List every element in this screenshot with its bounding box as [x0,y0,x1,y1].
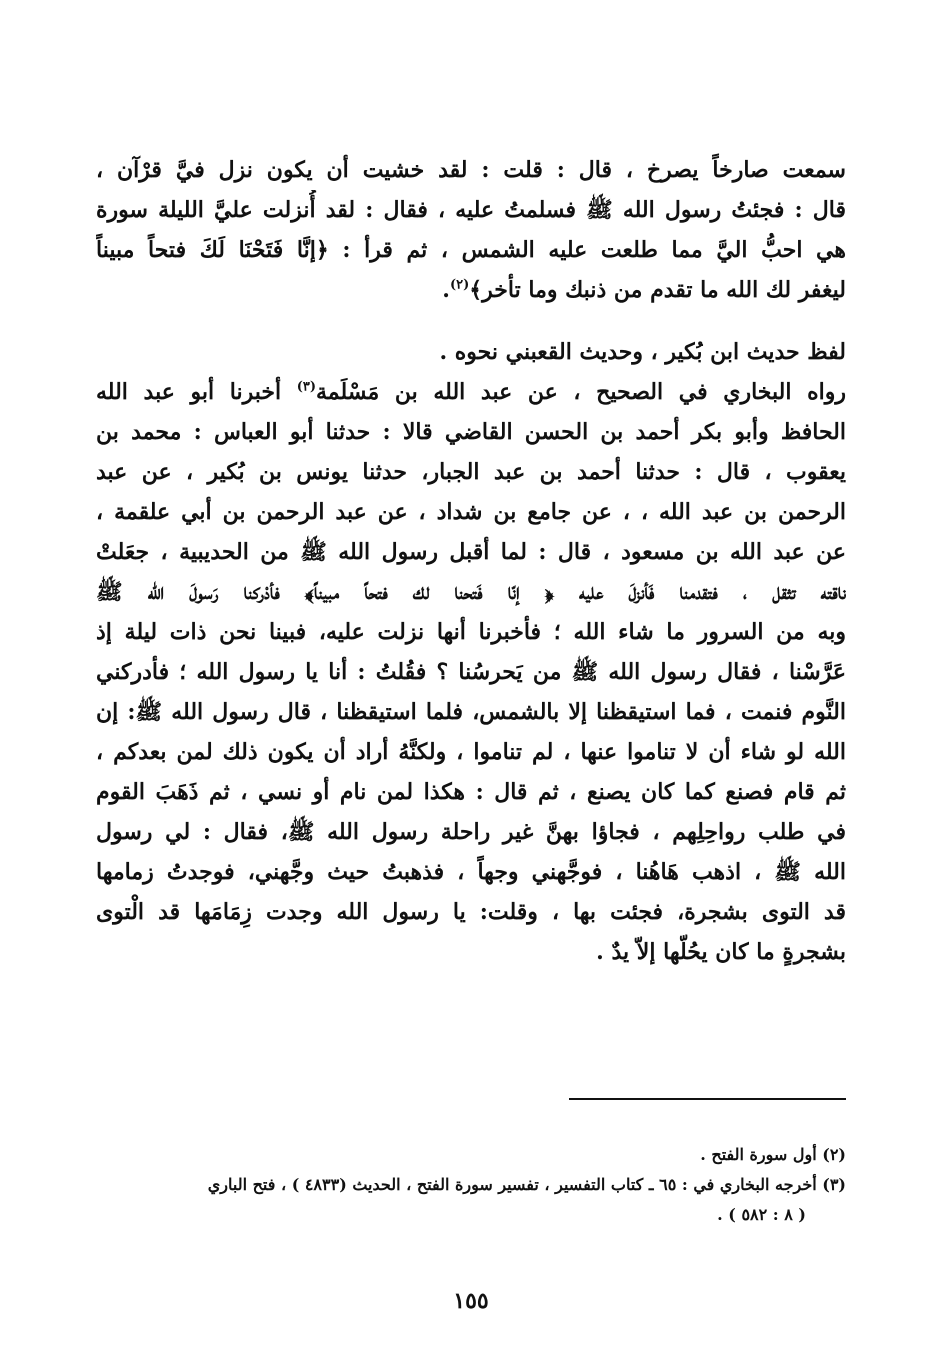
paragraph-3 [96,372,846,972]
text-line: النَّوم فنمت ، فما استيقظنا إلا بالشمس، فلما استيقظنا ، قال رسول الله ﷺ: إن [96,699,846,725]
text-line: قال : فجئتُ رسول الله ﷺ فسلمتُ عليه ، فقال : لقد أُنزلت عليَّ الليلة سورة [96,197,846,223]
text-segment: ليغفر لك الله ما تقدم من ذنبك وما تأخر﴾ [469,277,846,303]
text-line: الله لو شاء أن لا تناموا عنها ، لم تناموا ، ولكنَّهُ أراد أن يكون ذلك لمن بعدكم ، [96,739,846,765]
paragraph-1 [96,150,846,310]
text-line: عَرَّسْنا ، فقال رسول الله ﷺ من يَحرسُنا ؟ فقُلتُ : أنا يا رسول الله ؛ فأدركني [96,659,846,685]
text-line: هي احبُّ اليَّ مما طلعت عليه الشمس ، ثم قرأ : ﴿إنَّا فَتَحْنَا لَكَ فتحاً مبيناً [96,237,846,263]
footnote-ref: (٣) [296,379,317,395]
text-line [96,372,846,412]
text-segment: أخبرنا أبو عبد الله [96,379,297,405]
text-line: سمعت صارخاً يصرخ ، قال : قلت : لقد خشيت أن يكون نزل فيَّ قرْآن ، [96,157,846,183]
footnote-3-continuation: ( ٨ : ٥٨٢ ) . [717,1205,806,1224]
text-line: الحافظ وأبو بكر أحمد بن الحسن القاضي قالا : حدثنا أبو العباس : محمد بن [96,419,846,445]
text-segment: رواه البخاري في الصحيح ، عن عبد الله بن مَسْلَمة [316,379,846,405]
text-segment: . [442,277,450,303]
text-line: وبه من السرور ما شاء الله ؛ فأخبرنا أنها نزلت عليه، فبينا نحن ذات ليلة إذ [96,619,846,645]
footnote-2: (٢) أول سورة الفتح . [700,1145,846,1164]
text-line: عن عبد الله بن مسعود ، قال : لما أقبل رسول الله ﷺ من الحديبية ، جعَلتْ [96,539,846,565]
footnotes [96,1140,846,1230]
text-line: بشجرةٍ ما كان يحُلّها إلاّ يدٌ . [596,939,846,965]
text-line: ثم قام فصنع كما كان يصنع ، ثم قال : هكذا لمن نام أو نسي ، ثم ذَهَبَ القوم [96,779,846,805]
page-number: ١٥٥ [453,1288,489,1314]
main-text [96,150,846,972]
paragraph-gap [96,310,846,332]
footnote-ref: (٢) [449,277,470,293]
text-line: يعقوب ، قال : حدثنا أحمد بن عبد الجبار، حدثنا يونس بن بُكير ، عن عبد [96,459,846,485]
text-line: في طلب رواحِلِهم ، فجاؤا بهنَّ غير راحلة رسول الله ﷺ، فقال : لي رسول [96,819,846,845]
text-line: لفظ حديث ابن بُكير ، وحديث القعبني نحوه . [439,339,846,365]
text-line: ناقته تثقل ، فتقدمنا فَأنزلَ عليه ﴿ إنّا فَتحنا لك فتحاً مبيناً﴾ فأدْركنا رَسولَ الله ﷺ [96,579,846,605]
text-line [96,270,846,310]
text-line: الرحمن بن عبد الله ، ، عن جامع بن شداد ، عن عبد الرحمن بن أبي علقمة ، [96,499,846,525]
paragraph-2 [96,332,846,372]
text-line: الله ﷺ ، اذهب هَاهُنا ، فوجَّهني وجهاً ، فذهبتُ حيث وجَّهني، فوجدتُ زمامها [96,859,846,885]
footnote-3: (٣) أخرجه البخاري في : ٦٥ ـ كتاب التفسير ، تفسير سورة الفتح ، الحديث (٤٨٣٣ ) ، فتح الباري [207,1175,846,1194]
text-line: قد التوى بشجرة، فجئت بها ، وقلت: يا رسول الله وجدت زِمَامَها قد الْتوى [96,899,846,925]
footnote-divider [569,1098,846,1100]
